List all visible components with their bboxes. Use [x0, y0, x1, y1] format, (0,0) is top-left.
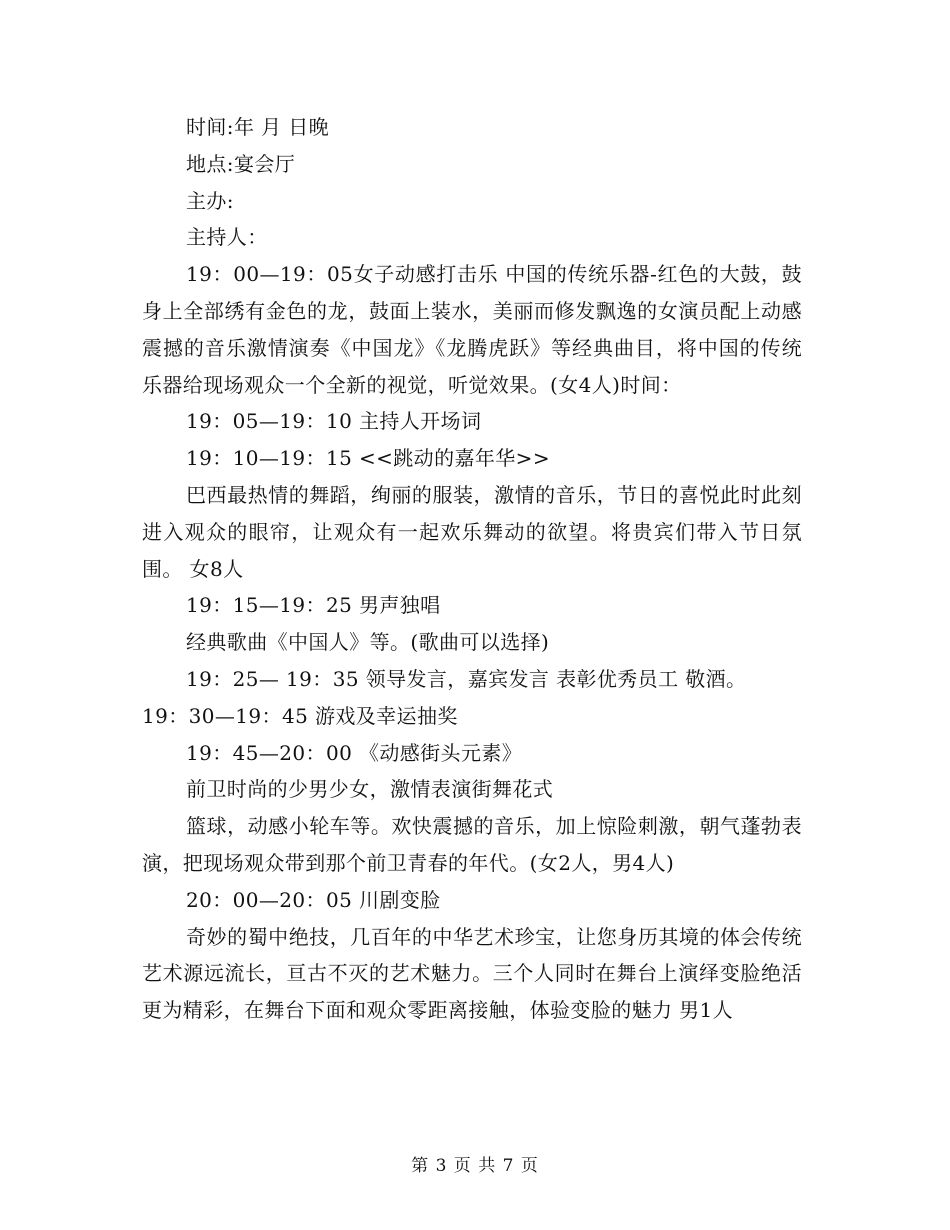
paragraph-games-lottery: 19：30—19：45 游戏及幸运抽奖 [142, 703, 458, 728]
paragraph-street-title: 19：45—20：00 《动感街头元素》 [186, 740, 523, 765]
paragraph-male-solo: 19：15—19：25 男声独唱 [186, 593, 441, 618]
paragraph-street-intro: 前卫时尚的少男少女，激情表演街舞花式 [186, 777, 554, 802]
paragraph-host: 主持人： [186, 225, 268, 250]
paragraph-drum-performance: 19：00—19：05女子动感打击乐 中国的传统乐器-红色的大鼓，鼓身上全部绣有金色的龙，鼓面上装水，美丽而修发飘逸的女演员配上动感震撼的音乐激情演奏《中国龙》《龙腾虎跃》等经典曲目，将中国的传统乐器给现场观众一个全新的视觉，听觉效果。(女4人)时间： [142, 262, 802, 397]
paragraph-carnival-description: 巴西最热情的舞蹈，绚丽的服装，激情的音乐，节日的喜悦此时此刻进入观众的眼帘，让观众有一起欢乐舞动的欲望。将贵宾们带入节日氛围。 女8人 [142, 482, 802, 581]
paragraph-organizer: 主办: [186, 188, 234, 213]
document-body [142, 109, 802, 1029]
paragraph-face-changing-description: 奇妙的蜀中绝技，几百年的中华艺术珍宝，让您身历其境的体会传统艺术源远流长，亘古不灭的艺术魅力。三个人同时在舞台上演绎变脸绝活更为精彩，在舞台下面和观众零距离接触，体验变脸的魅力 男1人 [142, 924, 802, 1023]
paragraph-opening-speech: 19：05—19：10 主持人开场词 [186, 409, 482, 434]
paragraph-face-changing-title: 20：00—20：05 川剧变脸 [186, 887, 441, 912]
paragraph-street-description: 篮球，动感小轮车等。欢快震撼的音乐，加上惊险刺激，朝气蓬勃表演，把现场观众带到那个前卫青春的年代。(女2人，男4人) [142, 814, 802, 875]
paragraph-location: 地点:宴会厅 [186, 151, 296, 176]
paragraph-carnival-title: 19：10—19：15 <<跳动的嘉年华>> [186, 446, 550, 471]
page-number-footer: 第 3 页 共 7 页 [411, 1156, 539, 1176]
paragraph-time: 时间:年 月 日晚 [186, 115, 330, 139]
paragraph-leader-speech: 19：25— 19：35 领导发言，嘉宾发言 表彰优秀员工 敬酒。 [186, 666, 747, 691]
paragraph-song-list: 经典歌曲《中国人》等。(歌曲可以选择) [186, 630, 550, 655]
